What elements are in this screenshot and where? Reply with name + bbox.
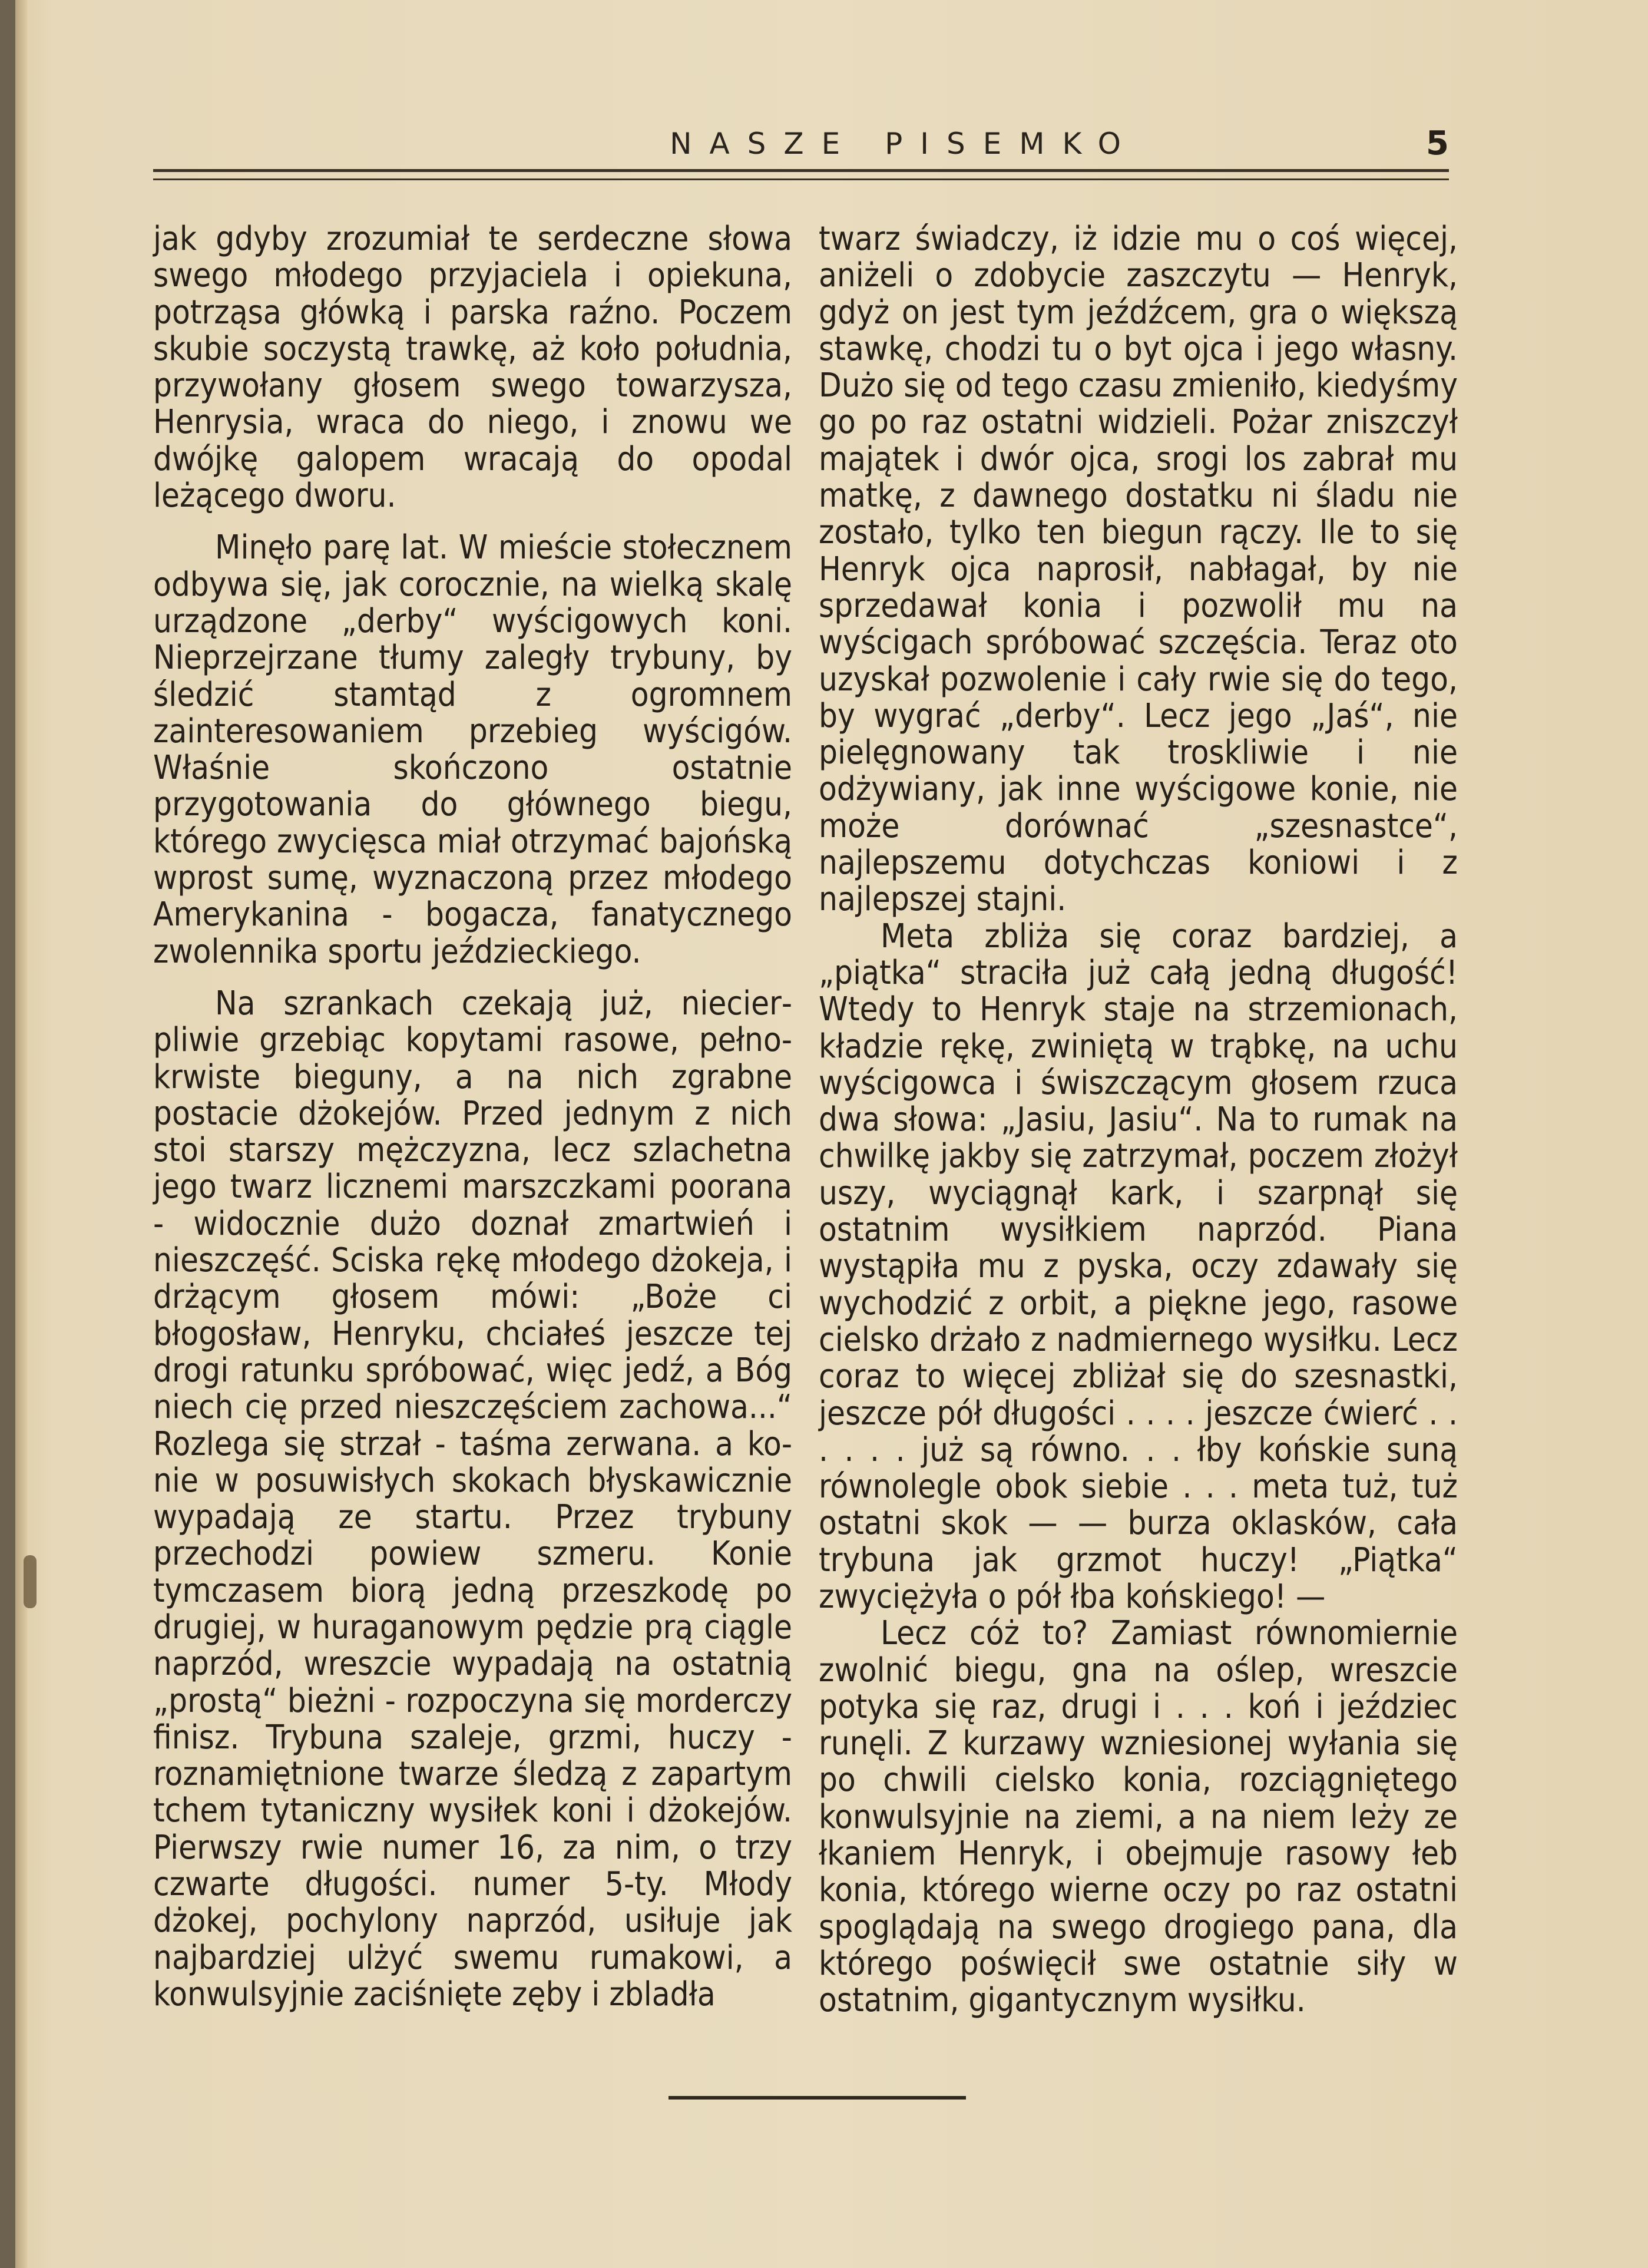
binding-edge (0, 0, 15, 2268)
binding-shadow (15, 0, 27, 2268)
paragraph: Lecz cóż to? Zamiast równomiernie zwolnić biegu, gna na oślep, wreszcie potyka się raz, drugi i . . . koń i jeździec runęli. Z kurzawy wzniesionej wyłania się po chwili cielsko konia, rozciągniętego konwulsyjnie na ziemi, a na niem leży ze łkaniem Henryk, i obejmuje rasowy łeb konia, którego wierne oczy po raz ostatni spoglądają na swego drogiego pana, dla którego poświęcił swe ostatnie siły w ostatnim, gigantycznym wysiłku. (819, 1614, 1458, 2020)
paragraph: Na szrankach czekają już, niecierpliwie grzebiąc kopytami rasowe, pełnokrwiste bieguny, a na nich zgrabne postacie dżokejów. Przed jednym z nich stoi starszy mężczyzna, lecz szlachetna jego twarz licznemi marszczkami poorana - widocznie dużo doznał zmartwień i nieszczęść. Sciska rękę młodego dżokeja, i drżącym głosem mówi: „Boże ci błogosław, Henryku, chciałeś jeszcze tej drogi ratunku spróbować, więc jedź, a Bóg niech cię przed nieszczęściem zachowa...“ Rozlega się strzał - taśma zerwana. a konie w posuwisłych skokach błyskawicznie wypadają ze startu. Przez trybuny przechodzi powiew szmeru. Konie tymczasem biorą jedną przeszkodę po drugiej, w huraganowym pędzie prą ciągle naprzód, wreszcie wypadają na ostatnią „prostą“ bieżni - rozpoczyna się morderczy finisz. Trybuna szaleje, grzmi, huczy - roznamiętnione twarze śledzą z zapartym tchem tytaniczny wysiłek koni i dżokejów. Pierwszy rwie numer 16, za nim, o trzy czwarte długości. numer 5-ty. Młody dżokej, pochylony naprzód, usiłuje jak najbardziej ulżyć swemu rumakowi, a konwulsyjnie zaciśnięte zęby i zbladła (153, 984, 792, 2014)
page-number: 5 (1426, 124, 1449, 163)
paragraph: Meta zbliża się coraz bardziej, a „piątka“ straciła już całą jedną długość! Wtedy to Henryk staje na strzemionach, kładzie rękę, zwiniętą w trąbkę, na uchu wyścigowca i świszczącym głosem rzuca dwa słowa: „Jasiu, Jasiu“. Na to rumak na chwilkę jakby się zatrzymał, poczem złożył uszy, wyciągnął kark, i szarpnął się ostatnim wysiłkiem naprzód. Piana wystąpiła mu z pyska, oczy zdawały się wychodzić z orbit, a piękne jego, rasowe cielsko drżało z nadmiernego wysiłku. Lecz coraz to więcej zbliżał się do szesnastki, jeszcze pół długości . . . . jeszcze ćwierć . . . . . . już są równo. . . łby końskie suną równolegle obok siebie . . . meta tuż, tuż ostatni skok — — burza oklasków, cała trybuna jak grzmot huczy! „Piątka“ zwyciężyła o pół łba końskiego! — (819, 917, 1458, 1616)
paragraph: Minęło parę lat. W mieście stołecznem odbywa się, jak corocznie, na wielką skalę urządzone „derby“ wyścigowych koni. Nieprzejrzane tłumy zaległy trybuny, by śledzić stamtąd z ogromnem zainteresowaniem przebieg wyścigów. Właśnie skończono ostatnie przygotowania do głównego biegu, którego zwycięsca miał otrzymać bajońską wprost sumę, wyznaczoną przez młodego Amerykanina - bogacza, fanatycznego zwolennika sportu jeździeckiego. (153, 528, 792, 971)
paper-stain (24, 1555, 37, 1608)
header-rule-bottom (153, 178, 1449, 180)
right-column (819, 221, 1458, 2019)
page-header (153, 124, 1449, 174)
running-title: NASZE PISEMKO (670, 127, 1139, 161)
header-rule-top (153, 169, 1449, 172)
paragraph: twarz świadczy, iż idzie mu o coś więcej, aniżeli o zdobycie zaszczytu — Henryk, gdyż on jest tym jeźdźcem, gra o większą stawkę, chodzi tu o byt ojca i jego własny. Dużo się od tego czasu zmieniło, kiedyśmy go po raz ostatni widzieli. Pożar zniszczył majątek i dwór ojca, srogi los zabrał mu matkę, z dawnego dostatku ni śladu nie zostało, tylko ten biegun rączy. Ile to się Henryk ojca naprosił, nabłagał, by nie sprzedawał konia i pozwolił mu na wyścigach spróbować szczęścia. Teraz oto uzyskał pozwolenie i cały rwie się do tego, by wygrać „derby“. Lecz jego „Jaś“, nie pielęgnowany tak troskliwie i nie odżywiany, jak inne wyścigowe konie, nie może dorównać „szesnastce“, najlepszemu dotychczas koniowi i z najlepszej stajni. (819, 220, 1458, 919)
left-column (153, 221, 792, 2013)
paragraph: jak gdyby zrozumiał te serdeczne słowa swego młodego przyjaciela i opiekuna, potrząsa główką i parska raźno. Poczem skubie soczystą trawkę, aż koło południa, przywołany głosem swego towarzysza, Henrysia, wraca do niego, i znowu we dwójkę galopem wracają do opodal leżącego dworu. (153, 220, 792, 515)
article-end-rule (669, 2096, 966, 2100)
